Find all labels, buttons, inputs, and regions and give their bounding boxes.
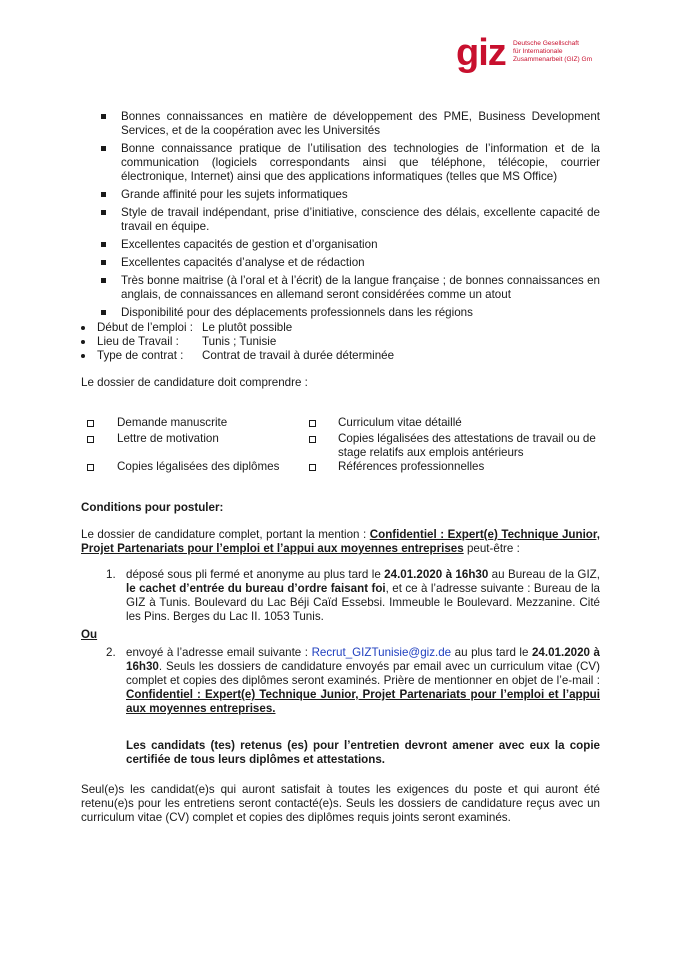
doc-right-1: Curriculum vitae détaillé [338,416,462,429]
giz-logo [456,34,626,74]
item-1-number: 1. [106,568,116,581]
mention-part-1: Confidentiel : Expert(e) Technique Junior, [369,528,600,541]
document-page: giz Deutsche Gesellschaft für Internationale Zusammenarbeit (GIZ) Gm Bonnes connaissances en matière de développement des PME, Business Development Services, et de la coopération avec les Universités Bonne connaissance pratique de l’utilisation des technologies de l’information et de la communication (logiciels correspondants ainsi que téléphone, télécopie, courrier électronique, Internet) ainsi que des applications informatiques (telles que MS Office) Grande affinité pour les sujets informatiques Style de travail indépendant, prise d’initiative, conscience des délais, excellente capacité de travail en équipe. Excellentes capacités de gestion et d’organisation Excellentes capacités d’analyse et de rédaction Très bonne maitrise (à l’oral et à l’écrit) de la langue française ; de bonnes connaissances en anglais, de connaissances en allemand seront considérées comme un atout Disponibilité pour des déplacements professionnels dans les régions Début de l’emploi : Le plutôt possible Lieu de Travail : Tunis ; Tunisie Type de contrat : Contrat de travail à durée déterminée Le dossier de candidature doit comprendre : Demande manuscrite Lettre de motivation Copies légalisées des diplômes Curriculum vitae détaillé Copies légalisées des attestations de travail ou de stage relatifs aux emplois antérieurs Références professionnelles Conditions pour postuler: Le dossier de candidature complet, portant la mention : Confidentiel : Expert(e) Technique Junior, Projet Partenariats pour l’emploi et l’appui aux moyennes entreprises peut-être : 1. déposé sous pli fermé et anonyme au plus tard le 24.01.2020 à 16h30 au Bureau de la GIZ, le cachet d’entrée du bureau d’ordre faisant foi, et ce à l’adresse suivante : Bureau de la GIZ à Tunis. Boulevard du Lac Béji Caïd Essebsi. Immeuble le Boulevard. Mezzanine. Cité les Pins. Berges du Lac II. 1053 Tunis. Ou 2. envoyé à l’adresse email suivante : Recrut_GIZTunisie@giz.de au plus tard le 24.01.2020 à 16h30. Seuls les dossiers de candidature envoyés par email avec un curriculum vitae (CV) complet et copies des diplômes seront examinés. Prière de mentionner en objet de l’e-mail : Confidentiel : Expert(e) Technique Junior, Projet Partenariats pour l’emploi et l’appui aux moyennes entreprises. Les candidats (tes) retenus (es) pour l’entretien devront amener avec eux la copie certifiée de tous leurs diplômes et attestations. Seul(e)s les candidat(e)s qui auront satisfait à toutes les exigences du poste et qui auront été retenu(e)s pour les entretiens seront contacté(e)s. Seuls les dossiers de candidature reçus avec un curriculum vitae (CV) complet et copies des diplômes requis joints seront examinés. [0,0,679,960]
checkbox-icon [87,464,94,471]
conditions-intro: Le dossier de candidature complet, portant la mention : Confidentiel : Expert(e) Technique Junior, Projet Partenariats pour l’emploi et l’appui aux moyennes entreprises peut-être : [81,528,600,555]
closing-paragraph: Seul(e)s les candidat(e)s qui auront satisfait à toutes les exigences du poste et qui auront été retenu(e)s pour les entretiens seront contacté(e)s. Seuls les dossiers de candidature reçus avec un curriculum vitae (CV) complet et copies des diplômes requis joints seront examinés. [81,783,600,824]
square-bullet-icon [101,310,106,315]
conditions-heading: Conditions pour postuler: [81,501,224,514]
doc-left-1: Demande manuscrite [117,416,228,429]
email-subject: Confidentiel : Expert(e) Technique Junior, Projet Partenariats pour l’emploi et l’appui aux moyennes entreprises. [126,688,600,715]
logo-line-2: für Internationale [513,48,563,55]
square-bullet-icon [101,114,106,119]
item-2-text: envoyé à l’adresse email suivante : Recrut_GIZTunisie@giz.de au plus tard le 24.01.2020 à 16h30. Seuls les dossiers de candidature envoyés par email avec un curriculum vitae (CV) complet et copies des diplômes seront examinés. Prière de mentionner en objet de l’e-mail : Confidentiel : Expert(e) Technique Junior, Projet Partenariats pour l’emploi et l’appui aux moyennes entreprises. [126,646,600,715]
mention-part-2: Projet Partenariats pour l’emploi et l’appui aux moyennes entreprises [81,542,464,555]
doc-right-2: Copies légalisées des attestations de travail ou de stage relatifs aux emplois antérieurs [338,432,596,459]
list-item: Très bonne maitrise (à l’oral et à l’écrit) de la langue française ; de bonnes connaissances en anglais, de connaissances en allemand seront considérées comme un atout [101,274,600,302]
checkbox-icon [309,436,316,443]
bullet-icon [81,354,85,358]
checkbox-icon [309,420,316,427]
square-bullet-icon [101,260,106,265]
square-bullet-icon [101,210,106,215]
doc-right-3: Références professionnelles [338,460,485,473]
list-item: Bonne connaissance pratique de l’utilisation des technologies de l’information et de la communication (logiciels correspondants ainsi que téléphone, télécopie, courrier électronique, Internet) ainsi que des applications informatiques (telles que MS Office) [101,142,600,184]
square-bullet-icon [101,278,106,283]
bullet-icon [81,326,85,330]
list-item: Bonnes connaissances en matière de développement des PME, Business Development Services, et de la coopération avec les Universités [101,110,600,138]
doc-left-3: Copies légalisées des diplômes [117,460,280,473]
square-bullet-icon [101,192,106,197]
checkbox-icon [309,464,316,471]
list-item: Excellentes capacités de gestion et d’organisation [101,238,600,252]
list-item: Excellentes capacités d’analyse et de rédaction [101,256,600,270]
email-link[interactable]: Recrut_GIZTunisie@giz.de [311,646,452,659]
logo-line-1: Deutsche Gesellschaft [513,40,579,47]
list-item: Style de travail indépendant, prise d’initiative, conscience des délais, excellente capacité de travail en équipe. [101,206,600,234]
retained-note: Les candidats (tes) retenus (es) pour l’entretien devront amener avec eux la copie certifiée de tous leurs diplômes et attestations. [126,739,600,766]
bullet-icon [81,340,85,344]
giz-logo-mark: giz [456,32,506,74]
item-2-number: 2. [106,646,116,659]
logo-line-3: Zusammenarbeit (GIZ) Gm [513,56,593,63]
checkbox-icon [87,420,94,427]
square-bullet-icon [101,146,106,151]
giz-logo-text [513,40,592,64]
checkbox-icon [87,436,94,443]
or-label: Ou [81,628,98,641]
doc-left-2: Lettre de motivation [117,432,219,445]
square-bullet-icon [101,242,106,247]
skills-list [101,110,600,324]
list-item: Grande affinité pour les sujets informatiques [101,188,600,202]
item-1-text: déposé sous pli fermé et anonyme au plus tard le 24.01.2020 à 16h30 au Bureau de la GIZ, le cachet d’entrée du bureau d’ordre faisant foi, et ce à l’adresse suivante : Bureau de la GIZ à Tunis. Boulevard du Lac Béji Caïd Essebsi. Immeuble le Boulevard. Mezzanine. Cité les Pins. Berges du Lac II. 1053 Tunis. [126,568,600,623]
dossier-intro: Le dossier de candidature doit comprendre : [81,376,308,389]
list-item: Disponibilité pour des déplacements professionnels dans les régions [101,306,600,320]
